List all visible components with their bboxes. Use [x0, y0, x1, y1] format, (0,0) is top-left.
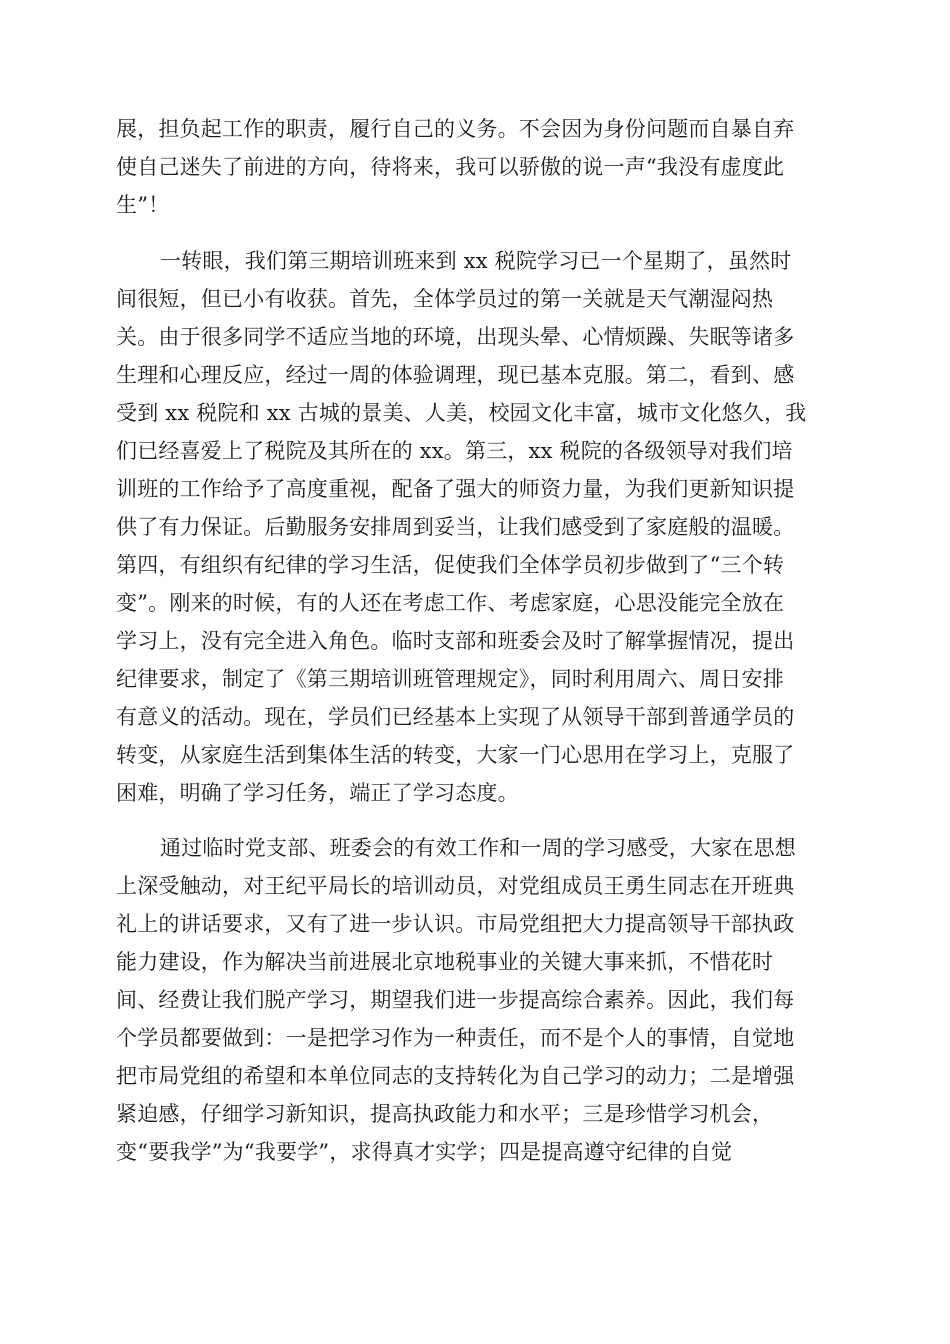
text-line: 个学员都要做到：一是把学习作为一种责任，而不是个人的事情，自觉地	[116, 1026, 795, 1050]
text-line: 通过临时党支部、班委会的有效工作和一周的学习感受，大家在思想	[160, 836, 796, 860]
text-line: 们已经喜爱上了税院及其所在的 xx。第三，xx 税院的各级领导对我们培	[116, 439, 793, 463]
text-line: 困难，明确了学习任务，端正了学习态度。	[116, 781, 519, 805]
text-line: 生”！	[116, 193, 170, 217]
text-line: 把市局党组的希望和本单位同志的支持转化为自己学习的动力；二是增强	[116, 1064, 795, 1088]
text-line: 关。由于很多同学不适应当地的环境，出现头晕、心情烦躁、失眠等诸多	[116, 325, 795, 349]
text-line: 第四，有组织有纪律的学习生活，促使我们全体学员初步做到了“三个转	[116, 553, 785, 577]
text-line: 学习上，没有完全进入角色。临时支部和班委会及时了解掌握情况，提出	[116, 629, 795, 653]
text-line: 上深受触动，对王纪平局长的培训动员，对党组成员王勇生同志在开班典	[116, 874, 795, 898]
text-line: 训班的工作给予了高度重视，配备了强大的师资力量，为我们更新知识提	[116, 477, 795, 501]
text-line: 间很短，但已小有收获。首先，全体学员过的第一关就是天气潮湿闷热	[116, 287, 774, 311]
text-line: 展，担负起工作的职责，履行自己的义务。不会因为身份问题而自暴自弃	[116, 117, 795, 141]
text-line: 变”。刚来的时候，有的人还在考虑工作、考虑家庭，心思没能完全放在	[116, 591, 785, 615]
paragraph-3	[116, 829, 836, 1171]
text-line: 纪律要求，制定了《第三期培训班管理规定》，同时利用周六、周日安排	[116, 667, 784, 691]
text-line: 使自己迷失了前进的方向，待将来，我可以骄傲的说一声“我没有虚度此	[116, 155, 785, 179]
text-line: 一转眼，我们第三期培训班来到 xx 税院学习已一个星期了，虽然时	[160, 249, 792, 273]
text-line: 生理和心理反应，经过一周的体验调理，现已基本克服。第二，看到、感	[116, 363, 795, 387]
text-line: 能力建设，作为解决当前进展北京地税事业的关键大事来抓，不惜花时	[116, 950, 774, 974]
text-line: 礼上的讲话要求，又有了进一步认识。市局党组把大力提高领导干部执政	[116, 912, 795, 936]
text-line: 供了有力保证。后勤服务安排周到妥当，让我们感受到了家庭般的温暖。	[116, 515, 795, 539]
text-line: 转变，从家庭生活到集体生活的转变，大家一门心思用在学习上，克服了	[116, 743, 795, 767]
paragraph-2	[116, 242, 836, 812]
text-line: 变“要我学”为“我要学”，求得真才实学；四是提高遵守纪律的自觉	[116, 1140, 733, 1164]
text-line: 间、经费让我们脱产学习，期望我们进一步提高综合素养。因此，我们每	[116, 988, 795, 1012]
text-line: 受到 xx 税院和 xx 古城的景美、人美，校园文化丰富，城市文化悠久，我	[116, 401, 807, 425]
text-line: 有意义的活动。现在，学员们已经基本上实现了从领导干部到普通学员的	[116, 705, 795, 729]
text-line: 紧迫感，仔细学习新知识，提高执政能力和水平；三是珍惜学习机会，	[116, 1102, 774, 1126]
paragraph-1	[116, 110, 836, 224]
